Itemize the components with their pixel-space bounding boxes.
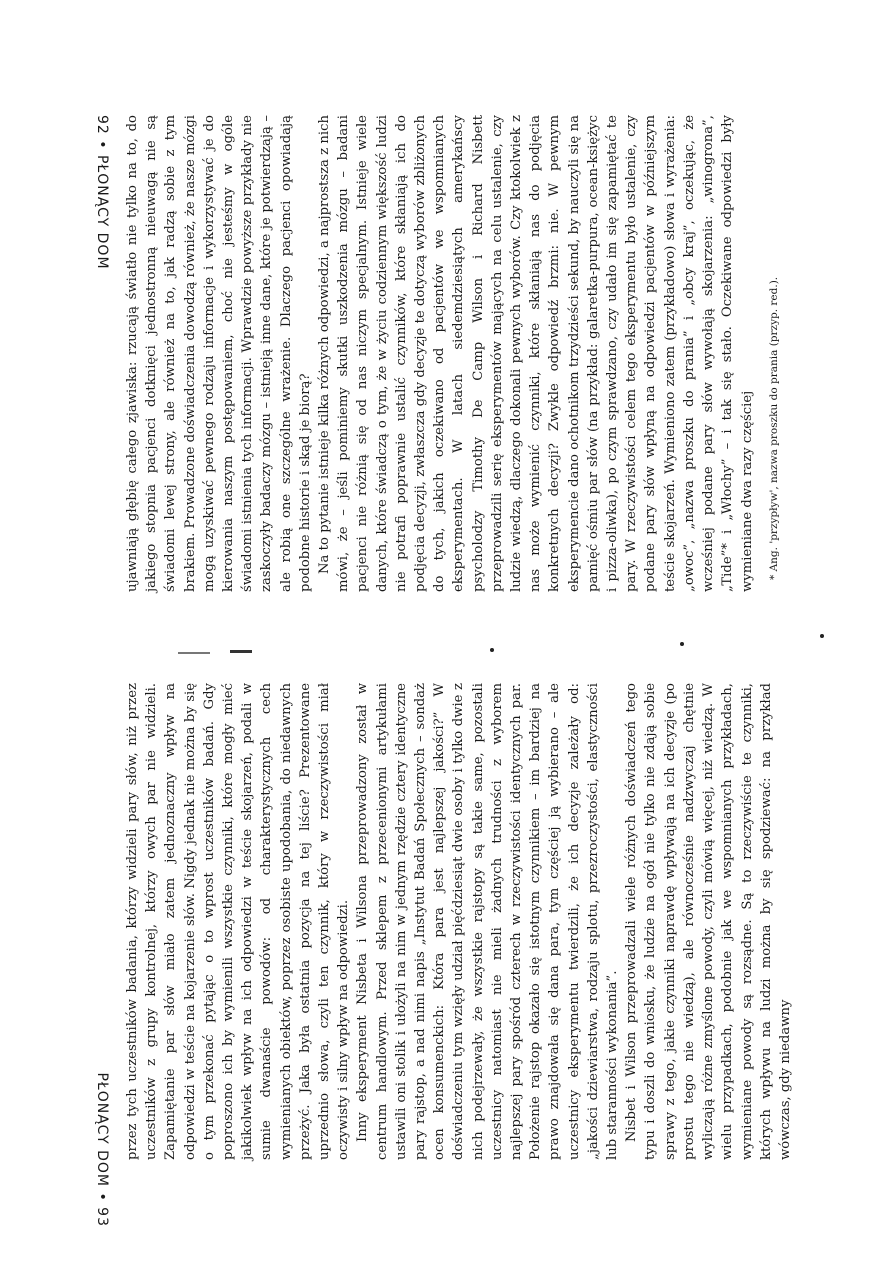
right-paragraph-2: Inny eksperyment Nisbeta i Wilsona przeprowadzony został w centrum handlowym. Przed sklepem z przecenionymi artykułami ustawili oni stolik i ułożyli na nim w jednym rzędzie cztery identyczne pary rajstop, a nad nimi napis „Instytut Badań Społecznych – sondaż ocen konsumenckich: Która para jest najlepszej jakości?” W doświadczeniu tym wzięły udział pięćdziesiąt dwie osoby i tylko dwie z nich podejrzewały, że wszystkie rajstopy są takie same, pozostali uczestnicy natomiast nie mieli żadnych trudności z wyborem najlepszej pary spośród czterech w rzeczywistości identycznych par. Położenie rajstop okazało się istotnym czynnikiem – im bardziej na prawo znajdowała się dana para, tym częściej ją wybierano – ale uczestnicy eksperymentu twierdzili, że ich decyzje zależały od: „jakości dziewiarstwa, rodzaju splotu, przezroczystości, elastyczności lub staranności wykonania”. <box>355 683 621 1160</box>
right-running-head: PŁONĄCY DOM • 93 <box>94 1072 110 1227</box>
left-paragraph-1: ujawniają głębię całego zjawiska: rzucają światło nie tylko na to, do jakiego stopnia pacjenci dotknięci jednostronną nieuwagą nie są świadomi lewej strony, ale również na to, jak radzą sobie z tym brakiem. Prowadzone doświadczenia dowodzą również, że nasze mózgi mogą uzyskiwać pewnego rodzaju informacje i wykorzystywać je do kierowania naszym postępowaniem, choć nie jesteśmy w ogóle świadomi istnienia tych informacji. Wprawdzie powyższe przykłady nie zaskoczyły badaczy mózgu – istnieją inne dane, które je potwierdzają – ale robią one szczególne wrażenie. Dlaczego pacjenci opowiadają podobne historie i skąd je biorą? <box>125 115 313 592</box>
left-page-text-column <box>123 115 885 592</box>
gutter-scan-mark-1 <box>178 652 210 654</box>
gutter-dot-2 <box>680 642 684 646</box>
footnote: * Ang. 'przypływ', nazwa proszku do prania (przyp. red.). <box>767 276 780 580</box>
left-paragraph-2: Na to pytanie istnieje kilka różnych odpowiedzi, a najprostsza z nich mówi, że – jeśli pominiemy skutki uszkodzenia mózgu – badani pacjenci nie różnią się od nas niczym specjalnym. Istnieje wiele danych, które świadczą o tym, że w życiu codziennym większość ludzi nie potrafi poprawnie ustalić czynników, które skłaniają ich do podjęcia decyzji, zwłaszcza gdy decyzje te dotyczą wyborów zbliżonych do tych, jakich oczekiwano od pacjentów we wspomnianych eksperymentach. W latach siedemdziesiątych amerykańscy psycholodzy Timothy De Camp Wilson i Richard Nisbett przeprowadzili serię eksperymentów mających na celu ustalenie, czy ludzie wiedzą, dlaczego dokonali pewnych wyborów. Czy ktokolwiek z nas może wymienić czynniki, które skłaniają nas do podjęcia konkretnych decyzji? Zwykle odpowiedź brzmi: nie. W pewnym eksperymencie dano ochotnikom trzydzieści sekund, by nauczyli się na pamięć ośmiu par słów (na przykład: galaretka-purpura, ocean-księżyc i pizza-oliwka), po czym sprawdzano, czy udało im się zapamiętać te pary. W rzeczywistości celem tego eksperymentu było ustalenie, czy podane pary słów wpłyną na odpowiedzi pacjentów w późniejszym teście skojarzeń. Wymieniono zatem (przykładowo) słowa i wyrażenia: „owoc”, „nazwa proszku do prania” i „obcy kraj”, oczekując, że wcześniej podane pary słów wywołają skojarzenia: „winogrona”, „Tide”* i „Włochy” – i tak się stało. Oczekiwane odpowiedzi były wymieniane dwa razy częściej <box>317 115 755 592</box>
left-running-head: 92 • PŁONĄCY DOM <box>94 115 110 270</box>
left-page <box>0 0 893 620</box>
right-paragraph-1: przez tych uczestników badania, którzy widzieli pary słów, niż przez uczestników z grupy kontrolnej, którzy owych par nie widzieli. Zapamiętanie par słów miało zatem jednoznaczny wpływ na odpowiedzi w teście na kojarzenie słów. Nigdy jednak nie można by się o tym przekonać pytając o to wprost uczestników badań. Gdy poproszono ich by wymienili wszystkie czynniki, które mogły mieć jakikolwiek wpływ na ich odpowiedzi w teście skojarzeń, podali w sumie dwanaście powodów: od charakterystycznych cech wymienianych obiektów, poprzez osobiste upodobania, do niedawnych przeżyć. Jaka była ostatnia pozycja na tej liście? Prezentowane uprzednio słowa, czyli ten czynnik, który w rzeczywistości miał oczywisty i silny wpływ na odpowiedzi. <box>125 683 352 1160</box>
right-page <box>0 643 893 1263</box>
gutter-dot-1 <box>490 648 494 652</box>
gutter-scan-mark-2 <box>230 650 252 653</box>
right-paragraph-3: Nisbet i Wilson przeprowadzali wiele różnych doświadczeń tego typu i doszli do wniosku, że ludzie na ogół nie tylko nie zdają sobie sprawy z tego, jakie czynniki naprawdę wpływają na ich decyzje (po prostu tego nie wiedzą), ale równocześnie nadzwyczaj chętnie wyliczają różne zmyślone powody, czyli mówią więcej, niż wiedzą. W wielu przypadkach, podobnie jak we wspomnianych przykładach, wymieniane powody są rozsądne. Są to rzeczywiście te czynniki, których wpływu na ludzi można by się spodziewać: na przykład wówczas, gdy niedawny <box>624 683 793 1160</box>
gutter-dot-3 <box>820 634 824 638</box>
right-page-text-column <box>123 683 885 1160</box>
